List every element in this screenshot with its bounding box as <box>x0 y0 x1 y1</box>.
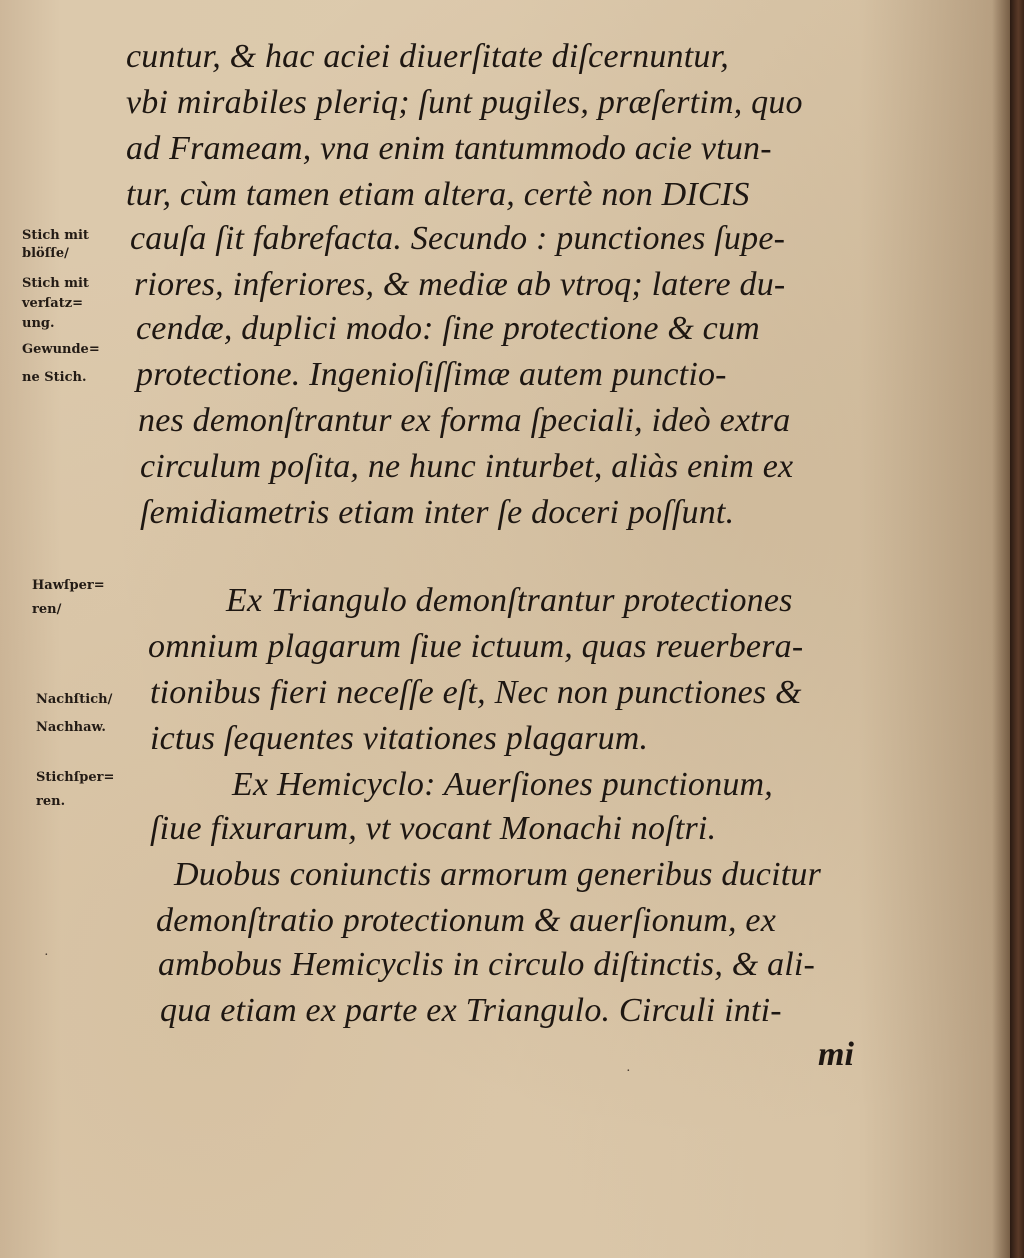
text-line: demonſtratio protectionum & auerſionum, ex <box>156 902 777 939</box>
text-line: Duobus coniunctis armorum generibus ducitur <box>174 856 822 893</box>
text-line: cuntur, & hac aciei diuerſitate diſcernuntur, <box>126 38 729 75</box>
text-line: ad Frameam, vna enim tantummodo acie vtun- <box>126 130 772 167</box>
margin-note: Stichſper= <box>36 770 115 785</box>
text-line: Ex Hemicyclo: Auerſiones punctionum, <box>232 766 773 803</box>
text-line: ambobus Hemicyclis in circulo diſtinctis, & ali- <box>158 946 816 983</box>
text-line: tionibus fieri neceſſe eſt, Nec non punctiones & <box>150 674 802 711</box>
text-line: protectione. Ingenioſiſſimæ autem punctio- <box>136 356 727 393</box>
text-line: cauſa ſit fabrefacta. Secundo : punctiones ſupe- <box>130 220 786 257</box>
text-line: ictus ſequentes vitationes plagarum. <box>150 720 649 757</box>
paper-speck: · <box>626 1064 631 1079</box>
margin-note: Nachſtich/ <box>36 692 113 707</box>
margin-note: ren/ <box>32 602 62 617</box>
margin-note: blöſſe/ <box>22 246 69 261</box>
margin-note: ren. <box>36 794 66 809</box>
margin-note: verſatz= <box>22 296 83 311</box>
margin-note: Stich mit <box>22 228 89 243</box>
paper-speck: · <box>44 948 49 963</box>
text-line: riores, inferiores, & mediæ ab vtroq; latere du- <box>134 266 786 303</box>
text-line: ſiue fixurarum, vt vocant Monachi noſtri. <box>150 810 717 847</box>
text-line: nes demonſtrantur ex forma ſpeciali, ideò extra <box>138 402 791 439</box>
text-line: tur, cùm tamen etiam altera, certè non DICIS <box>126 176 750 213</box>
book-spine <box>1010 0 1024 1258</box>
text-line: omnium plagarum ſiue ictuum, quas reuerbera- <box>148 628 804 665</box>
margin-note: ne Stich. <box>22 370 87 385</box>
text-line: circulum poſita, ne hunc inturbet, aliàs enim ex <box>140 448 794 485</box>
text-line: cendæ, duplici modo: ſine protectione & cum <box>136 310 760 347</box>
text-line: qua etiam ex parte ex Triangulo. Circuli inti- <box>160 992 782 1029</box>
margin-note: Stich mit <box>22 276 89 291</box>
margin-note: Hawſper= <box>32 578 105 593</box>
text-line: vbi mirabiles pleriq; ſunt pugiles, præſertim, quo <box>126 84 803 121</box>
margin-note: Gewunde= <box>22 342 100 357</box>
margin-note: Nachhaw. <box>36 720 106 735</box>
catchword: mi <box>818 1036 854 1073</box>
margin-note: ung. <box>22 316 55 331</box>
text-line: ſemidiametris etiam inter ſe doceri poſſunt. <box>140 494 735 531</box>
text-line: Ex Triangulo demonſtrantur protectiones <box>226 582 793 619</box>
